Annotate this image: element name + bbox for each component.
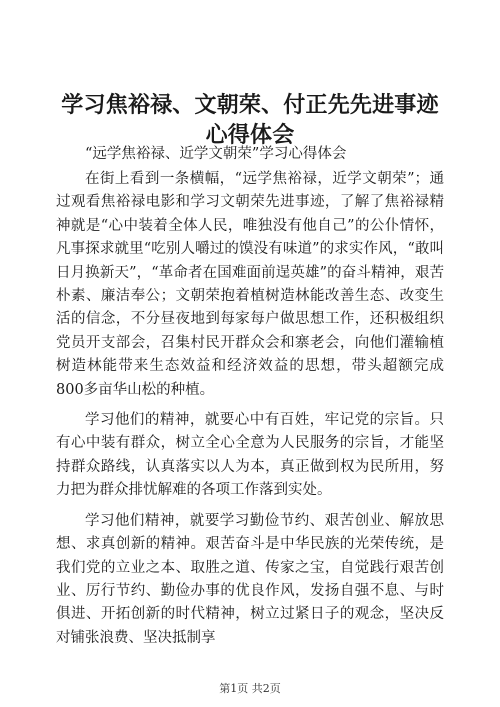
document-title: 学习焦裕禄、文朝荣、付正先先进事迹心得体会	[61, 92, 439, 148]
document-subtitle: “远学焦裕禄、近学文朝荣”学习心得体会	[85, 146, 347, 162]
body-paragraph-3: 学习他们精神，就要学习勤俭节约、艰苦创业、解放思想、求真创新的精神。艰苦奋斗是中华民族的光荣传统，是我们党的立业之本、取胜之道、传家之宝，自觉践行艰苦创业、厉行节约、勤俭办事的优良作风，发扬自强不息、与时俱进、开拓创新的时代精神，树立过紧日子的观念，坚决反对铺张浪费、坚决抵制享	[56, 512, 444, 646]
page-number-footer: 第1页 共2页	[219, 682, 281, 695]
body-paragraph-1: 在街上看到一条横幅，“远学焦裕禄，近学文朝荣”；通过观看焦裕禄电影和学习文朝荣先进事迹，了解了焦裕禄精神就是“心中装着全体人民，唯独没有他自己”的公仆情怀，凡事探求就里“吃别人嚼过的馍没有味道”的求实作风，“敢叫日月换新天”，“革命者在国难面前逞英雄”的奋斗精神，艰苦朴素、廉洁奉公；文朝荣抱着植树造林能改善生态、改变生活的信念，不分昼夜地到每家每户做思想工作，还积极组织党员开支部会，召集村民开群众会和寨老会，向他们灌输植树造林能带来生态效益和经济效益的思想，带头超额完成800多亩华山松的种植。	[56, 171, 444, 398]
document-body	[56, 168, 444, 657]
body-paragraph-2: 学习他们的精神，就要心中有百姓，牢记党的宗旨。只有心中装有群众，树立全心全意为人民服务的宗旨，才能坚持群众路线，认真落实以人为本，真正做到权为民所用，努力把为群众排忧解难的各项工作落到实处。	[56, 412, 444, 499]
